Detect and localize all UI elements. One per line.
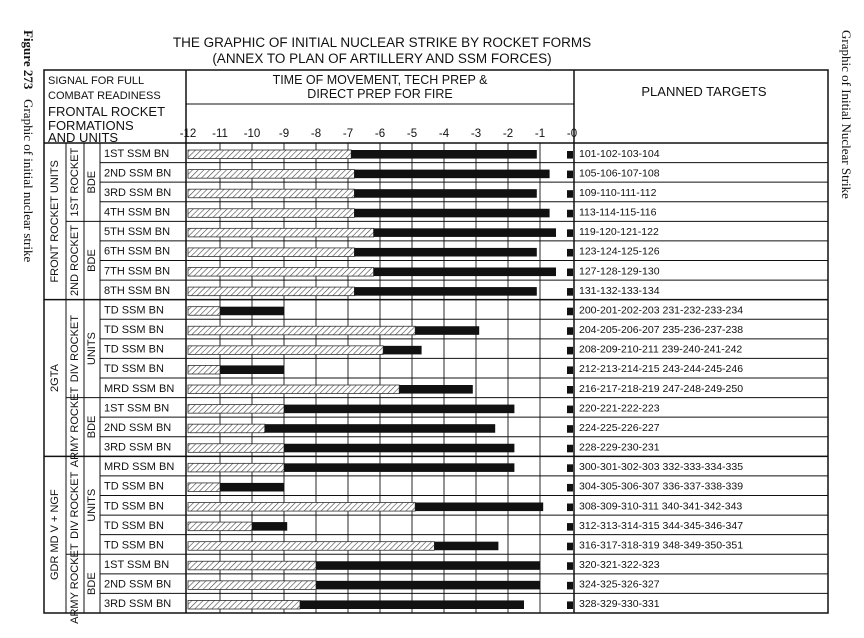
tick-label: -11 bbox=[212, 128, 228, 140]
time-axis-ticks bbox=[180, 128, 577, 140]
prep-bar bbox=[354, 189, 536, 198]
movement-bar bbox=[188, 444, 284, 453]
movement-bar bbox=[188, 463, 284, 472]
unit-label: TD SSM BN bbox=[104, 324, 164, 337]
movement-bar bbox=[188, 503, 415, 512]
prep-bar bbox=[354, 170, 549, 179]
table-row bbox=[104, 148, 660, 160]
tick-label: -2 bbox=[502, 128, 514, 140]
planned-targets: 101-102-103-104 bbox=[579, 147, 660, 160]
tick-label: -4 bbox=[438, 128, 450, 140]
prep-bar bbox=[434, 542, 498, 551]
movement-bar bbox=[188, 228, 374, 237]
prep-bar bbox=[284, 463, 514, 472]
launch-marker bbox=[567, 484, 573, 492]
launch-marker bbox=[567, 171, 573, 179]
movement-bar bbox=[188, 307, 220, 316]
table-row bbox=[100, 241, 828, 258]
unit-label: TD SSM BN bbox=[104, 343, 164, 356]
table-row bbox=[100, 358, 828, 375]
planned-targets: 320-321-322-323 bbox=[579, 559, 660, 572]
subgroup-label: ARMY ROCKET bbox=[68, 543, 81, 624]
movement-bar bbox=[188, 385, 399, 394]
time-header-line2: DIRECT PREP FOR FIRE bbox=[307, 87, 453, 101]
launch-marker bbox=[567, 425, 573, 433]
launch-marker bbox=[567, 347, 573, 355]
table-row bbox=[100, 378, 828, 395]
planned-targets: 308-309-310-311 340-341-342-343 bbox=[579, 500, 743, 513]
prep-bar bbox=[374, 268, 556, 277]
table-row bbox=[100, 398, 828, 415]
subgroup-label-suffix: BDE bbox=[85, 415, 98, 439]
group-label: GDR MD V + NGF bbox=[48, 489, 61, 581]
movement-bar bbox=[188, 209, 354, 218]
table-row bbox=[100, 476, 828, 493]
prep-bar bbox=[415, 503, 543, 512]
unit-label: 3RD SSM BN bbox=[104, 186, 172, 199]
subgroup-label-suffix: UNITS bbox=[85, 332, 98, 366]
planned-targets: 131-132-133-134 bbox=[579, 284, 660, 297]
unit-label: 1ST SSM BN bbox=[104, 559, 170, 572]
planned-targets: 212-213-214-215 243-244-245-246 bbox=[579, 363, 744, 376]
movement-bar bbox=[188, 248, 354, 257]
planned-targets: 105-106-107-108 bbox=[579, 167, 660, 180]
table-row bbox=[100, 261, 828, 278]
prep-bar bbox=[220, 307, 284, 316]
table-row bbox=[100, 437, 828, 454]
prep-bar bbox=[351, 150, 537, 159]
unit-label: MRD SSM BN bbox=[104, 382, 175, 395]
launch-marker bbox=[567, 386, 573, 394]
figure-number: Figure 273 bbox=[21, 30, 36, 90]
tick-label: -5 bbox=[406, 128, 418, 140]
launch-marker bbox=[567, 504, 573, 512]
planned-targets: 224-225-226-227 bbox=[579, 421, 660, 434]
group-label: FRONT ROCKET UNITS bbox=[48, 160, 61, 283]
unit-label: TD SSM BN bbox=[104, 363, 164, 376]
unit-label: TD SSM BN bbox=[104, 519, 164, 532]
table-row bbox=[100, 280, 828, 297]
group-label: 2GTA bbox=[48, 364, 61, 392]
planned-targets: 312-313-314-315 344-345-346-347 bbox=[579, 519, 744, 532]
unit-label: 1ST SSM BN bbox=[104, 402, 170, 415]
prep-bar bbox=[316, 561, 540, 570]
unit-label: 7TH SSM BN bbox=[104, 265, 171, 278]
subgroup-label: 2ND ROCKET bbox=[68, 225, 81, 296]
movement-bar bbox=[188, 561, 316, 570]
unit-label: 2ND SSM BN bbox=[104, 167, 172, 180]
launch-marker bbox=[567, 249, 573, 257]
movement-bar bbox=[188, 600, 300, 609]
table-row bbox=[100, 574, 828, 591]
planned-targets: 216-217-218-219 247-248-249-250 bbox=[579, 382, 744, 395]
prep-bar bbox=[354, 248, 536, 257]
unit-label: 2ND SSM BN bbox=[104, 578, 172, 591]
planned-targets: 208-209-210-211 239-240-241-242 bbox=[579, 343, 743, 356]
prep-bar bbox=[316, 581, 540, 590]
subgroup-label: DIV ROCKET bbox=[68, 471, 81, 539]
planned-targets: 328-329-330-331 bbox=[579, 598, 660, 611]
planned-targets: 300-301-302-303 332-333-334-335 bbox=[579, 461, 744, 474]
unit-rows bbox=[100, 148, 828, 610]
launch-marker bbox=[567, 543, 573, 551]
subgroup-label-suffix: BDE bbox=[85, 170, 98, 194]
targets-header: PLANNED TARGETS bbox=[641, 84, 767, 99]
prep-bar bbox=[300, 600, 524, 609]
planned-targets: 109-110-111-112 bbox=[579, 186, 657, 199]
prep-bar bbox=[354, 287, 536, 296]
unit-label: 2ND SSM BN bbox=[104, 421, 172, 434]
prep-bar bbox=[415, 326, 479, 335]
tick-label: -3 bbox=[470, 128, 482, 140]
movement-bar bbox=[188, 522, 252, 531]
formations-label-line1: FRONTAL ROCKET bbox=[48, 104, 166, 119]
prep-bar bbox=[265, 424, 495, 433]
table-row bbox=[100, 456, 828, 473]
planned-targets: 123-124-125-126 bbox=[579, 245, 660, 258]
prep-bar bbox=[383, 346, 421, 355]
planned-targets: 316-317-318-319 348-349-350-351 bbox=[579, 539, 744, 552]
planned-targets: 228-229-230-231 bbox=[579, 441, 660, 454]
movement-bar bbox=[188, 189, 354, 198]
formations-label-line2: FORMATIONS bbox=[48, 118, 134, 133]
movement-bar bbox=[188, 424, 265, 433]
prep-bar bbox=[284, 405, 514, 414]
launch-marker bbox=[567, 190, 573, 198]
launch-marker bbox=[567, 288, 573, 296]
subgroup-label: 1ST ROCKET bbox=[68, 147, 81, 217]
table-row bbox=[100, 300, 828, 317]
unit-label: 3RD SSM BN bbox=[104, 441, 172, 454]
movement-bar bbox=[188, 268, 374, 277]
unit-label: 6TH SSM BN bbox=[104, 245, 171, 258]
launch-marker bbox=[567, 151, 573, 159]
movement-bar bbox=[188, 542, 434, 551]
table-row bbox=[100, 554, 828, 571]
movement-bar bbox=[188, 326, 415, 335]
table-row bbox=[100, 221, 828, 238]
subgroup-label: DIV ROCKET bbox=[68, 315, 81, 383]
figure-caption: Graphic of initial nuclear strike bbox=[21, 99, 36, 263]
unit-label: TD SSM BN bbox=[104, 304, 164, 317]
tick-label: -9 bbox=[278, 128, 290, 140]
launch-marker bbox=[567, 327, 573, 335]
table-row bbox=[100, 339, 828, 356]
planned-targets: 304-305-306-307 336-337-338-339 bbox=[579, 480, 744, 493]
movement-bar bbox=[188, 581, 316, 590]
launch-marker bbox=[567, 523, 573, 531]
tick-label: -7 bbox=[342, 128, 354, 140]
time-header-line1: TIME OF MOVEMENT, TECH PREP & bbox=[272, 73, 488, 87]
movement-bar bbox=[188, 483, 220, 492]
launch-marker bbox=[567, 562, 573, 570]
table-row bbox=[100, 515, 828, 532]
launch-marker bbox=[567, 582, 573, 590]
unit-label: MRD SSM BN bbox=[104, 461, 175, 474]
planned-targets: 200-201-202-203 231-232-233-234 bbox=[579, 304, 744, 317]
unit-label: 3RD SSM BN bbox=[104, 598, 172, 611]
unit-label: 4TH SSM BN bbox=[104, 206, 171, 219]
movement-bar bbox=[188, 170, 354, 179]
launch-marker bbox=[567, 210, 573, 218]
launch-marker bbox=[567, 406, 573, 414]
signal-label-line2: COMBAT READINESS bbox=[48, 90, 161, 102]
planned-targets: 220-221-222-223 bbox=[579, 402, 660, 415]
subgroup-label-suffix: BDE bbox=[85, 249, 98, 272]
launch-marker bbox=[567, 366, 573, 374]
table-row bbox=[100, 417, 828, 434]
chart-subtitle: (ANNEX TO PLAN OF ARTILLERY AND SSM FORCES) bbox=[212, 51, 552, 66]
tick-label: -1 bbox=[534, 128, 546, 140]
prep-bar bbox=[354, 209, 549, 218]
prep-bar bbox=[284, 444, 514, 453]
table-row bbox=[100, 182, 828, 199]
unit-label: 8TH SSM BN bbox=[104, 284, 171, 297]
launch-marker bbox=[567, 601, 573, 609]
tick-label: -12 bbox=[179, 128, 197, 140]
planned-targets: 119-120-121-122 bbox=[579, 226, 659, 239]
signal-label-line1: SIGNAL FOR FULL bbox=[48, 75, 145, 87]
chart-title: THE GRAPHIC OF INITIAL NUCLEAR STRIKE BY ROCKET FORMS bbox=[172, 35, 592, 50]
unit-label: 1ST SSM BN bbox=[104, 147, 170, 160]
formations-label-line3: AND UNITS bbox=[48, 130, 119, 145]
table-row bbox=[100, 319, 828, 336]
subgroup-label: ARMY ROCKET bbox=[68, 386, 81, 468]
table-row bbox=[100, 535, 828, 552]
movement-bar bbox=[188, 287, 354, 296]
movement-bar bbox=[188, 365, 220, 374]
table-row bbox=[100, 593, 828, 610]
prep-bar bbox=[220, 483, 284, 492]
movement-bar bbox=[188, 405, 284, 414]
prep-bar bbox=[220, 365, 284, 374]
prep-bar bbox=[374, 228, 556, 237]
subgroup-label-suffix: BDE bbox=[85, 572, 98, 595]
table-row bbox=[100, 202, 828, 219]
launch-marker bbox=[567, 308, 573, 316]
launch-marker bbox=[567, 229, 573, 237]
launch-marker bbox=[567, 464, 573, 472]
tick-label: -8 bbox=[310, 128, 322, 140]
planned-targets: 127-128-129-130 bbox=[579, 265, 660, 278]
subgroup-label-suffix: UNITS bbox=[85, 488, 98, 522]
planned-targets: 324-325-326-327 bbox=[579, 578, 660, 591]
tick-label: -6 bbox=[374, 128, 386, 140]
right-margin-caption: Graphic of Initial Nuclear Strike bbox=[839, 30, 854, 199]
launch-marker bbox=[567, 445, 573, 453]
launch-marker bbox=[567, 269, 573, 277]
movement-bar bbox=[188, 346, 383, 355]
planned-targets: 204-205-206-207 235-236-237-238 bbox=[579, 324, 744, 337]
prep-bar bbox=[252, 522, 287, 531]
table-row bbox=[100, 496, 828, 513]
unit-label: 5TH SSM BN bbox=[104, 226, 171, 239]
unit-label: TD SSM BN bbox=[104, 480, 164, 493]
unit-label: TD SSM BN bbox=[104, 500, 164, 513]
table-row bbox=[100, 163, 828, 180]
planned-targets: 113-114-115-116 bbox=[579, 206, 657, 219]
unit-label: TD SSM BN bbox=[104, 539, 164, 552]
tick-label: -0 bbox=[566, 128, 578, 140]
prep-bar bbox=[399, 385, 473, 394]
movement-bar bbox=[188, 150, 351, 159]
tick-label: -10 bbox=[243, 128, 261, 140]
